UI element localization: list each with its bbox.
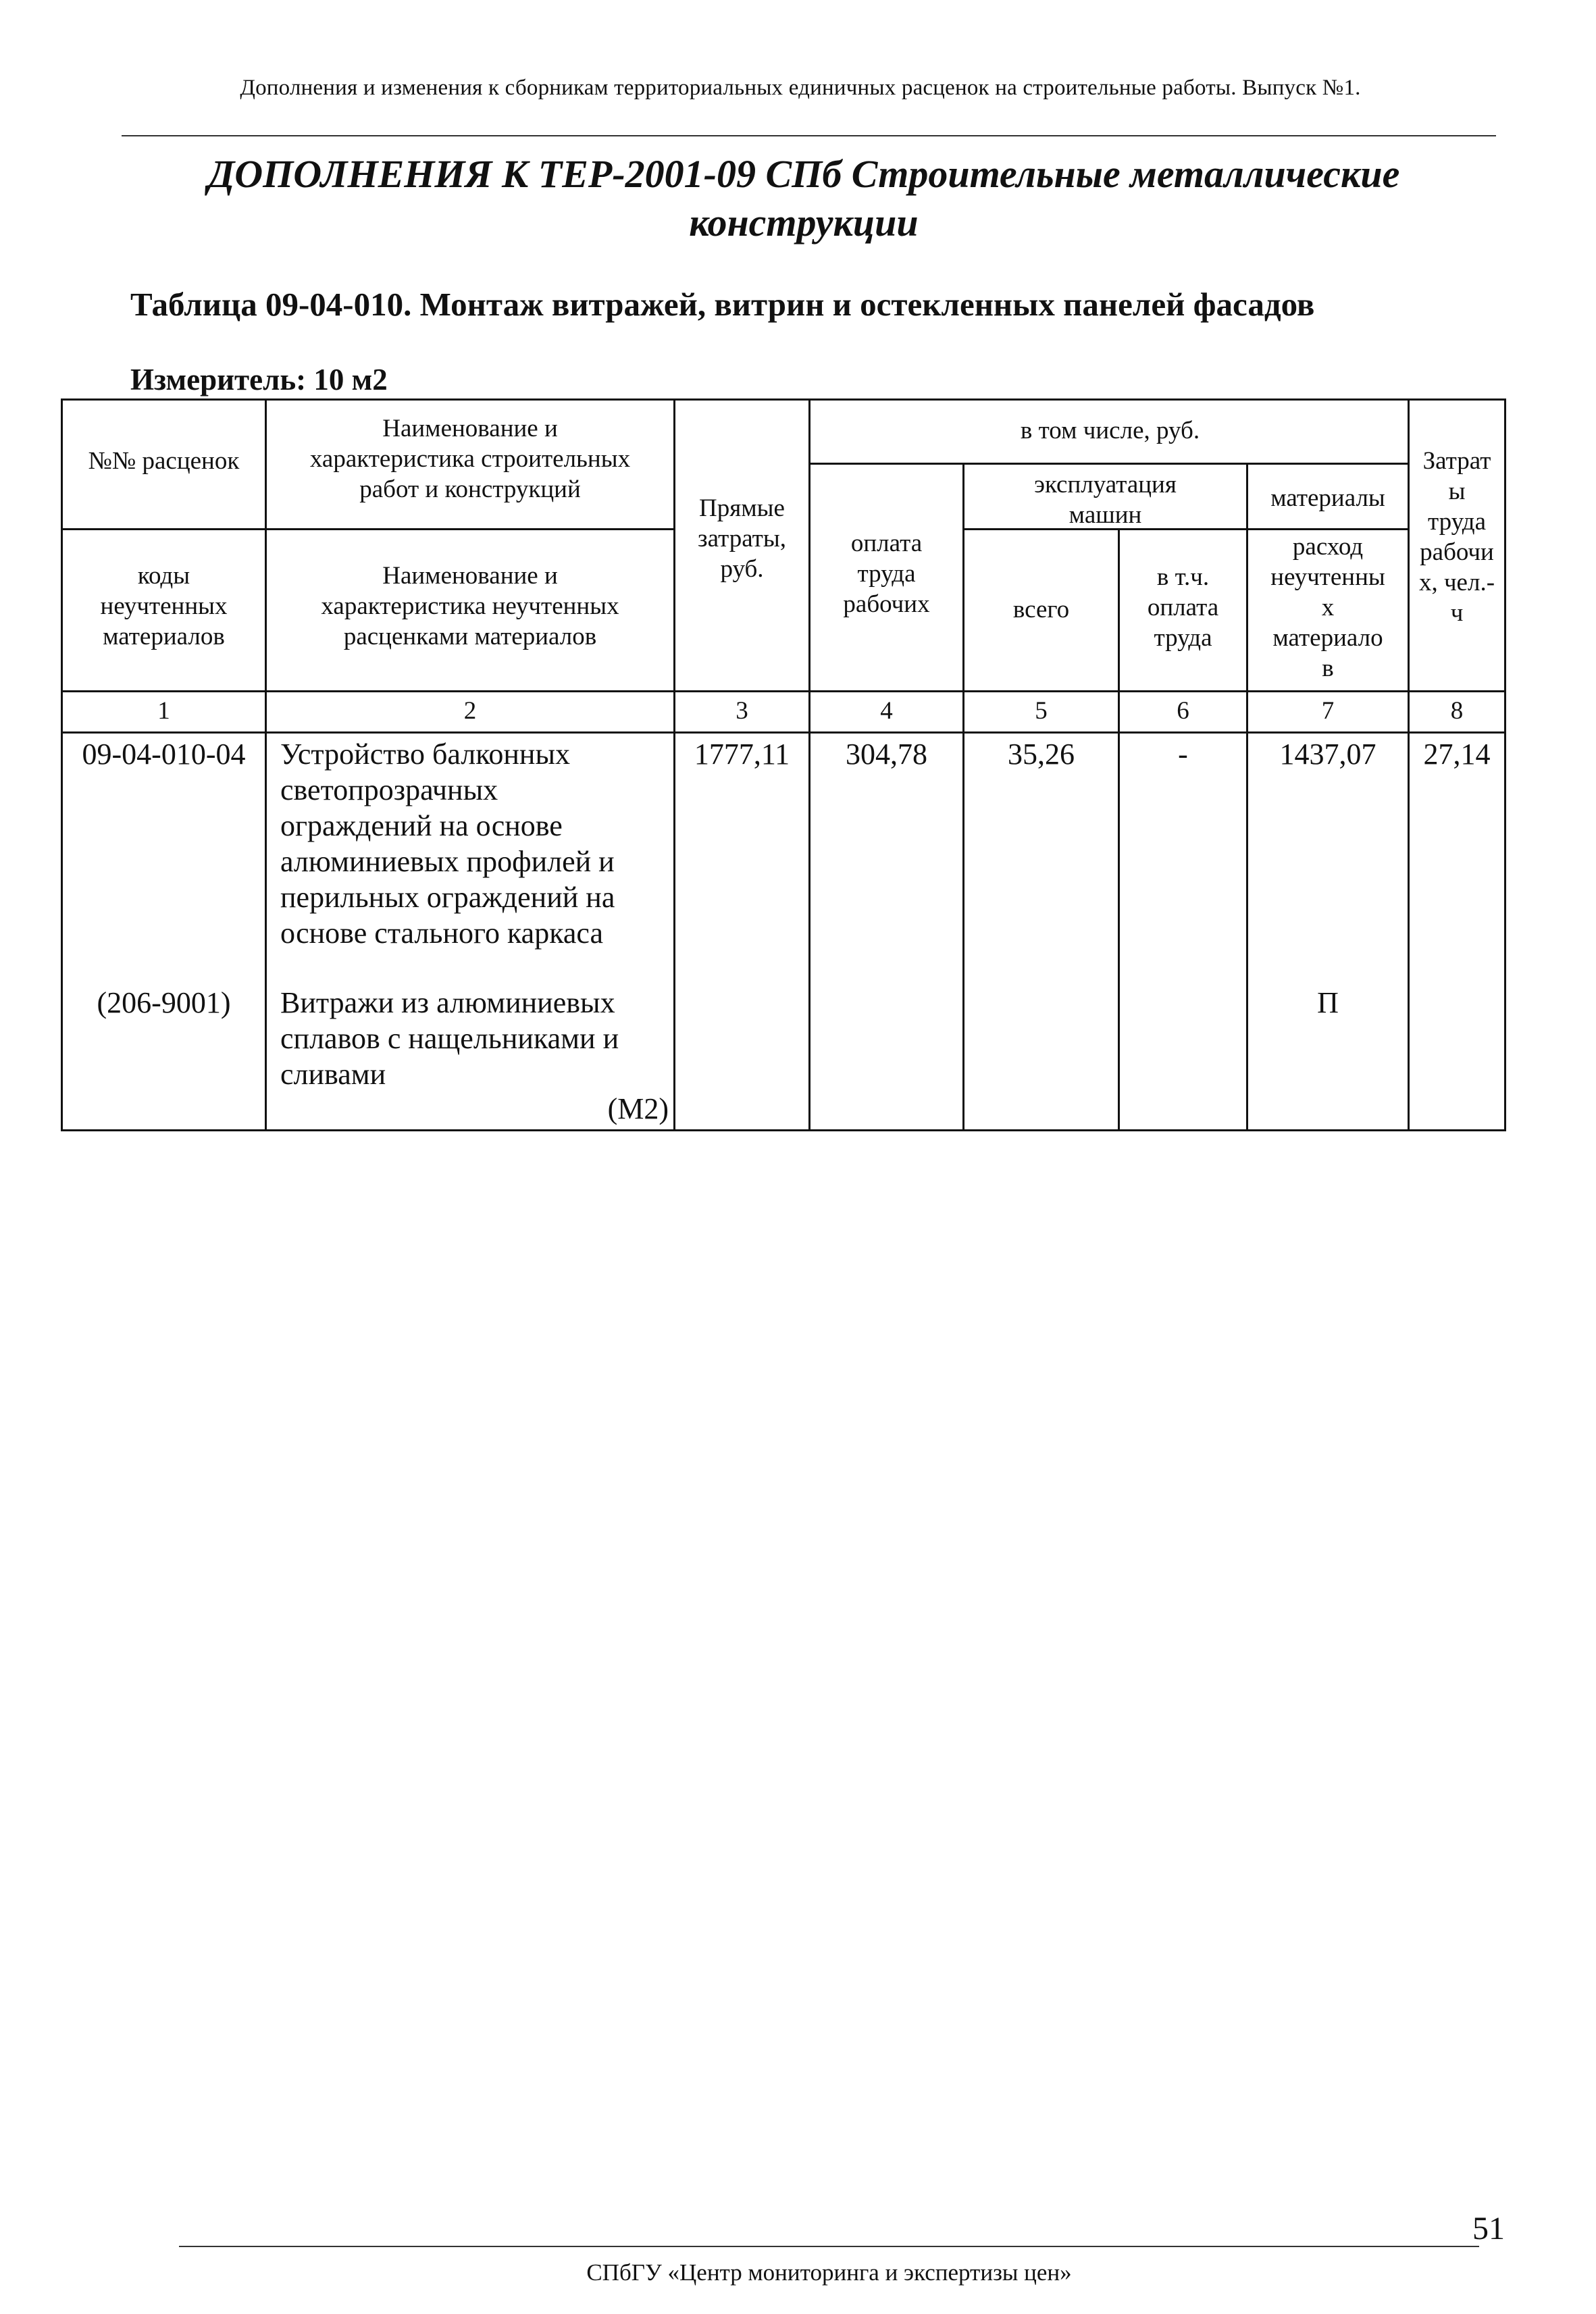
table-col-line-1: [265, 398, 267, 1131]
column-number-7: 7: [1321, 697, 1335, 725]
column-number-3: 3: [736, 697, 748, 725]
material-unit: (М2): [607, 1092, 669, 1125]
header-machines-labor: в т.ч. оплата труда: [1147, 563, 1219, 652]
header-materials: материалы: [1270, 484, 1385, 512]
header-machine-operation: эксплуатация машин: [1034, 471, 1177, 529]
rate-description: Устройство балконных светопрозрачных ограждений на основе алюминиевых профилей и перильных ограждений на основе стального каркаса: [280, 738, 615, 950]
rate-worker-pay: 304,78: [846, 738, 927, 771]
document-title-line-2: конструкции: [689, 201, 919, 245]
rate-direct-costs: 1777,11: [694, 738, 790, 771]
rate-labor-hours: 27,14: [1423, 738, 1491, 771]
column-number-1: 1: [157, 697, 170, 725]
header-rate-number: №№ расценок: [88, 447, 240, 475]
column-number-8: 8: [1450, 697, 1464, 725]
header-material-name: Наименование и характеристика неучтенных расценками материалов: [321, 562, 619, 650]
table-border-right: [1504, 398, 1506, 1131]
document-title: [108, 150, 1499, 247]
table-caption: Таблица 09-04-010. Монтаж витражей, витрин и остекленных панелей фасадов: [130, 286, 1315, 323]
footer-divider: [179, 2246, 1479, 2247]
rates-table: [61, 398, 1506, 1131]
document-title-line-1: ДОПОЛНЕНИЯ К ТЕР-2001-09 СПб Строительные металлические: [207, 152, 1400, 196]
header-unaccounted-materials: расход неучтенны х материало в: [1270, 533, 1385, 682]
header-labor-hours: Затрат ы труда рабочи х, чел.- ч: [1418, 447, 1495, 627]
table-border-top: [61, 398, 1506, 401]
header-material-codes: коды неучтенных материалов: [100, 562, 228, 650]
column-number-5: 5: [1035, 697, 1048, 725]
header-worker-pay: оплата труда рабочих: [843, 530, 930, 618]
material-flag: П: [1317, 986, 1339, 1019]
rate-machines-total: 35,26: [1008, 738, 1075, 771]
header-divider: [122, 135, 1496, 136]
rate-materials: 1437,07: [1279, 738, 1376, 771]
material-description: Витражи из алюминиевых сплавов с нащельниками и сливами: [280, 986, 619, 1091]
running-header: Дополнения и изменения к сборникам территориальных единичных расценок на строительные работы. Выпуск №1.: [240, 76, 1361, 100]
column-number-2: 2: [463, 697, 477, 725]
table-col-line-4: [962, 463, 964, 1131]
unit-of-measure: Измеритель: 10 м2: [130, 363, 388, 396]
table-line-group-header: [808, 463, 1410, 465]
table-line-header-bottom: [61, 690, 1506, 692]
footer-organization: СПбГУ «Центр мониторинга и экспертизы цен»: [586, 2259, 1072, 2286]
material-code: (206-9001): [97, 986, 231, 1019]
page-number: 51: [1472, 2211, 1505, 2246]
column-number-6: 6: [1177, 697, 1189, 725]
header-work-name: Наименование и характеристика строительных работ и конструкций: [309, 415, 631, 503]
rate-code: 09-04-010-04: [82, 738, 246, 771]
header-machines-total: всего: [1012, 596, 1070, 623]
header-direct-costs: Прямые затраты, руб.: [698, 494, 786, 583]
table-line-numbers-bottom: [61, 731, 1506, 734]
header-including-group: в том числе, руб.: [1020, 417, 1200, 444]
rate-machines-labor: -: [1178, 738, 1188, 771]
table-border-bottom: [61, 1129, 1506, 1131]
table-line-header-split: [61, 528, 675, 530]
column-number-4: 4: [880, 697, 893, 725]
